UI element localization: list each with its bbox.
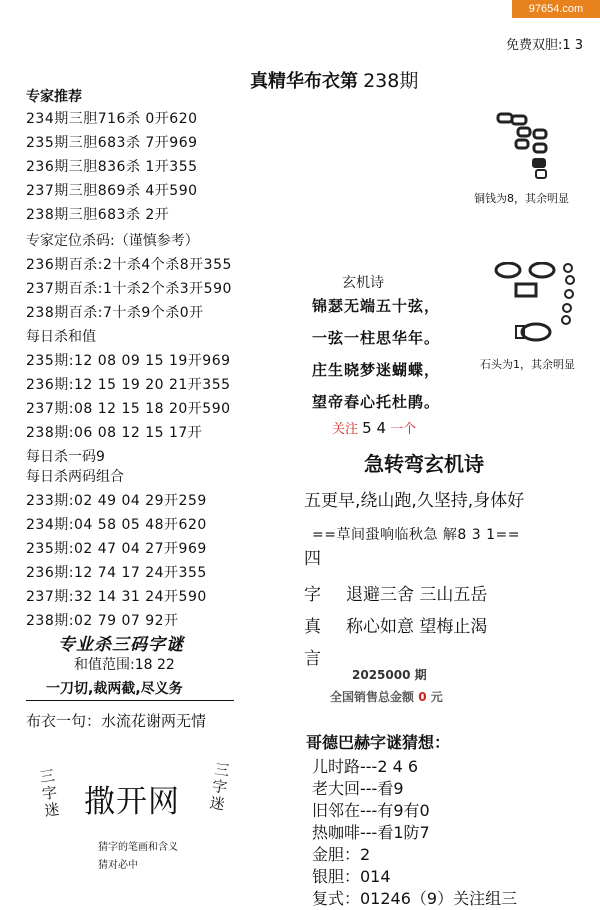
list-item: 237期:32 14 31 24开590 (26, 589, 207, 605)
sales-issue: 2025000 期 (352, 668, 427, 682)
kill-one-code: 每日杀一码9 (26, 449, 105, 465)
list-item: 237期百杀:1十杀2个杀3开590 (26, 281, 232, 297)
divider (26, 700, 234, 701)
szj-char: 四 (304, 549, 321, 569)
list-item: 234期:04 58 05 48开620 (26, 517, 207, 533)
slogan: 一刀切,裁两截,尽义务 (46, 681, 183, 697)
free-double-label: 免费双胆:1 3 (506, 38, 584, 53)
szj-char: 字 (304, 585, 321, 605)
poem-line: 望帝春心托杜鹃。 (312, 393, 441, 411)
focus-nums: 5 4 (362, 419, 387, 437)
poem-line: 锦瑟无端五十弦， (312, 297, 441, 315)
title-text: 真精华布衣第 (250, 71, 358, 92)
list-item: 237期三胆869杀 4开590 (26, 183, 198, 199)
list-item: 236期百杀:2十杀4个杀8开355 (26, 257, 232, 273)
godel-line: 老大回---看9 (312, 779, 404, 798)
szj-line: 称心如意 望梅止渴 (346, 617, 488, 637)
list-item: 235期三胆683杀 7开969 (26, 135, 198, 151)
stone-icon (492, 262, 588, 344)
godel-title: 哥德巴赫字谜猜想： (306, 733, 451, 752)
sum-range: 和值范围:18 22 (74, 657, 175, 673)
szj-char: 言 (304, 649, 321, 669)
list-item: 236期三胆836杀 1开355 (26, 159, 198, 175)
focus-suffix: 一个 (390, 422, 417, 437)
list-item: 234期三胆716杀 0开620 (26, 111, 198, 127)
godel-line: 旧邻在---有9有0 (312, 801, 430, 820)
sales-label: 全国销售总金额 (330, 690, 415, 704)
focus-line (332, 418, 416, 437)
list-item: 237期:08 12 15 18 20开590 (26, 401, 231, 417)
xuanji-label: 玄机诗 (342, 275, 384, 291)
guess-note-2: 猜对必中 (98, 860, 138, 871)
list-item: 235期:12 08 09 15 19开969 (26, 353, 231, 369)
guess-note: 猜字的笔画和含义 (98, 842, 178, 853)
site-watermark: 97654.com (512, 0, 600, 18)
center-riddle: 撒开网 (84, 784, 180, 820)
jizhuan-hint: ==草间蛩响临秋急 解8 3 1== (312, 527, 520, 543)
poem-line: 庄生晓梦迷蝴蝶， (312, 361, 441, 379)
coin-icon (494, 110, 564, 182)
sales-line (330, 688, 443, 705)
pair-heading: 每日杀两码组合 (26, 469, 124, 485)
szj-char: 真 (304, 617, 321, 637)
focus-prefix: 关注 (332, 422, 359, 437)
page-title (250, 66, 418, 93)
sales-unit: 元 (430, 690, 443, 704)
jizhuan-title: 急转弯玄机诗 (364, 452, 484, 476)
jizhuan-line: 五更早,绕山跑,久坚持,身体好 (304, 491, 525, 511)
list-item: 236期:12 74 17 24开355 (26, 565, 207, 581)
list-item: 238期:02 79 07 92开 (26, 613, 179, 629)
list-item: 238期百杀:7十杀9个杀0开 (26, 305, 204, 321)
list-item: 236期:12 15 19 20 21开355 (26, 377, 231, 393)
expert-heading: 专家推荐 (26, 89, 82, 105)
godel-line: 金胆：2 (312, 845, 371, 864)
position-heading: 专家定位杀码:（谨慎参考） (26, 233, 199, 249)
poem-line: 一弦一柱思华年。 (312, 329, 441, 347)
godel-line: 银胆：014 (312, 867, 391, 886)
right-riddle-label: 三字迷 (208, 760, 231, 814)
list-item: 238期:06 08 12 15 17开 (26, 425, 203, 441)
left-riddle-label: 三字迷 (38, 766, 61, 821)
sum-heading: 每日杀和值 (26, 329, 96, 345)
godel-line: 儿时路---2 4 6 (312, 757, 419, 776)
list-item: 238期三胆683杀 2开 (26, 207, 170, 223)
szj-line: 退避三舍 三山五岳 (346, 585, 488, 605)
riddle-title: 专业杀三码字谜 (58, 635, 184, 655)
list-item: 233期:02 49 04 29开259 (26, 493, 207, 509)
stone-caption: 石头为1，其余明显 (480, 358, 575, 371)
coin-caption: 铜钱为8，其余明显 (474, 192, 569, 205)
list-item: 235期:02 47 04 27开969 (26, 541, 207, 557)
godel-line: 复式：01246（9）关注组三 (312, 889, 518, 908)
issue-number: 238期 (363, 70, 419, 92)
buyi-line: 布衣一句：水流花谢两无情 (26, 712, 207, 730)
godel-line: 热咖啡---看1防7 (312, 823, 430, 842)
sales-amount: 0 (418, 690, 427, 704)
